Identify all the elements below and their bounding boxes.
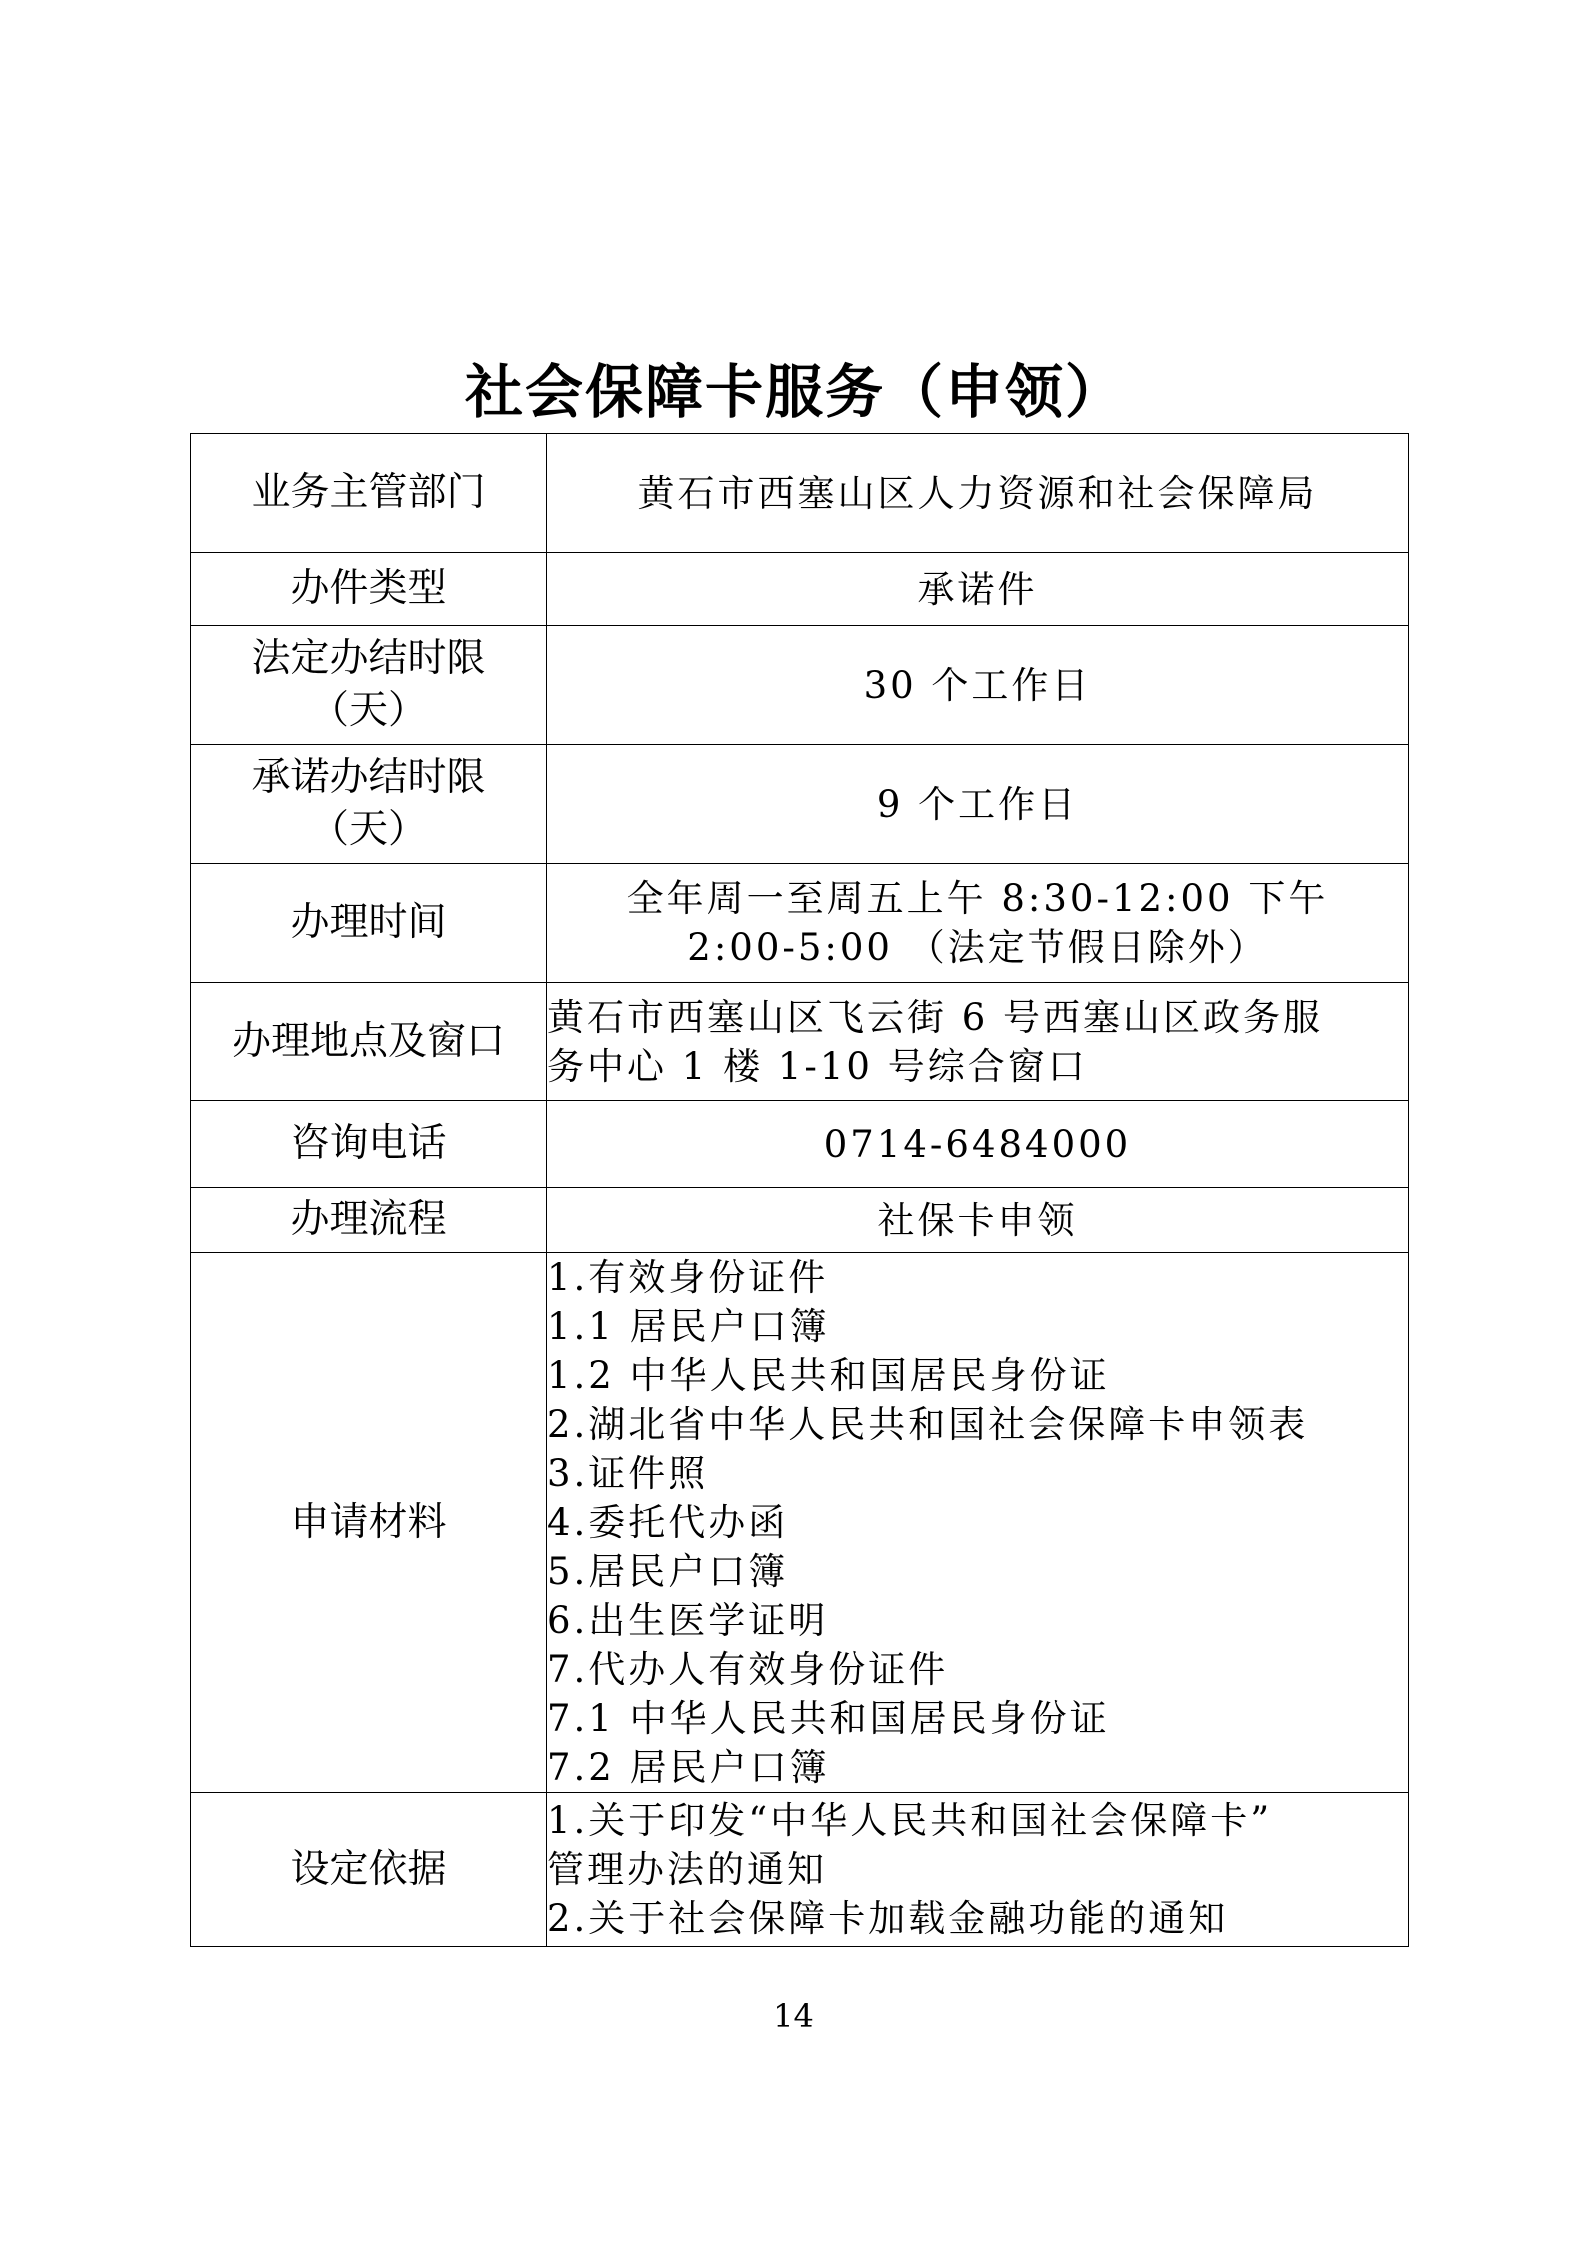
phone-label: 咨询电话 (191, 1101, 547, 1188)
location-value-line2: 务中心 1 楼 1-10 号综合窗口 (547, 1044, 1088, 1088)
materials-item: 6.出生医学证明 (547, 1599, 829, 1642)
row-department (191, 434, 1409, 553)
row-promised-time-limit (191, 745, 1409, 864)
materials-item: 1.有效身份证件 (547, 1256, 829, 1299)
row-office-hours (191, 864, 1409, 983)
basis-list (547, 1793, 1409, 1947)
office-hours-value (547, 864, 1409, 983)
materials-item: 7.2 居民户口簿 (547, 1746, 830, 1789)
service-info-table (190, 433, 1409, 1947)
materials-item: 4.委托代办函 (547, 1501, 789, 1544)
office-hours-value-line2: 2:00-5:00 （法定节假日除外） (687, 926, 1268, 969)
materials-label: 申请材料 (191, 1253, 547, 1793)
materials-item: 7.1 中华人民共和国居民身份证 (547, 1697, 1110, 1740)
promised-time-limit-label-line1: 承诺办结时限 (251, 755, 486, 800)
page-number: 14 (773, 1997, 814, 2035)
materials-item: 7.代办人有效身份证件 (547, 1648, 949, 1691)
row-case-type (191, 553, 1409, 626)
row-process (191, 1188, 1409, 1253)
materials-item: 1.1 居民户口簿 (547, 1305, 830, 1348)
legal-time-limit-value: 30 个工作日 (547, 626, 1409, 745)
row-materials (191, 1253, 1409, 1793)
legal-time-limit-label (191, 626, 547, 745)
promised-time-limit-label-line2: （天） (309, 807, 427, 852)
legal-time-limit-label-line2: （天） (309, 688, 427, 733)
materials-list (547, 1253, 1409, 1793)
phone-value: 0714-6484000 (547, 1101, 1409, 1188)
location-value-line1: 黄石市西塞山区飞云街 6 号西塞山区政务服 (547, 995, 1324, 1039)
process-label: 办理流程 (191, 1188, 547, 1253)
department-label: 业务主管部门 (191, 434, 547, 553)
row-location (191, 983, 1409, 1101)
basis-item: 2.关于社会保障卡加载金融功能的通知 (547, 1897, 1229, 1940)
basis-item: 1.关于印发“中华人民共和国社会保障卡” (547, 1799, 1273, 1842)
office-hours-label: 办理时间 (191, 864, 547, 983)
location-label: 办理地点及窗口 (191, 983, 547, 1101)
promised-time-limit-value: 9 个工作日 (547, 745, 1409, 864)
legal-time-limit-label-line1: 法定办结时限 (251, 636, 486, 681)
materials-item: 2.湖北省中华人民共和国社会保障卡申领表 (547, 1403, 1309, 1446)
materials-item: 1.2 中华人民共和国居民身份证 (547, 1354, 1110, 1397)
document-title: 社会保障卡服务（申领） (464, 358, 1125, 426)
row-phone (191, 1101, 1409, 1188)
basis-item: 管理办法的通知 (547, 1848, 827, 1891)
materials-item: 5.居民户口簿 (547, 1550, 789, 1593)
row-legal-time-limit (191, 626, 1409, 745)
materials-item: 3.证件照 (547, 1452, 709, 1495)
basis-label: 设定依据 (191, 1793, 547, 1947)
department-value: 黄石市西塞山区人力资源和社会保障局 (547, 434, 1409, 553)
office-hours-value-line1: 全年周一至周五上午 8:30-12:00 下午 (626, 877, 1329, 920)
promised-time-limit-label (191, 745, 547, 864)
case-type-value: 承诺件 (547, 553, 1409, 626)
process-value: 社保卡申领 (547, 1188, 1409, 1253)
location-value (547, 983, 1409, 1101)
case-type-label: 办件类型 (191, 553, 547, 626)
row-basis (191, 1793, 1409, 1947)
